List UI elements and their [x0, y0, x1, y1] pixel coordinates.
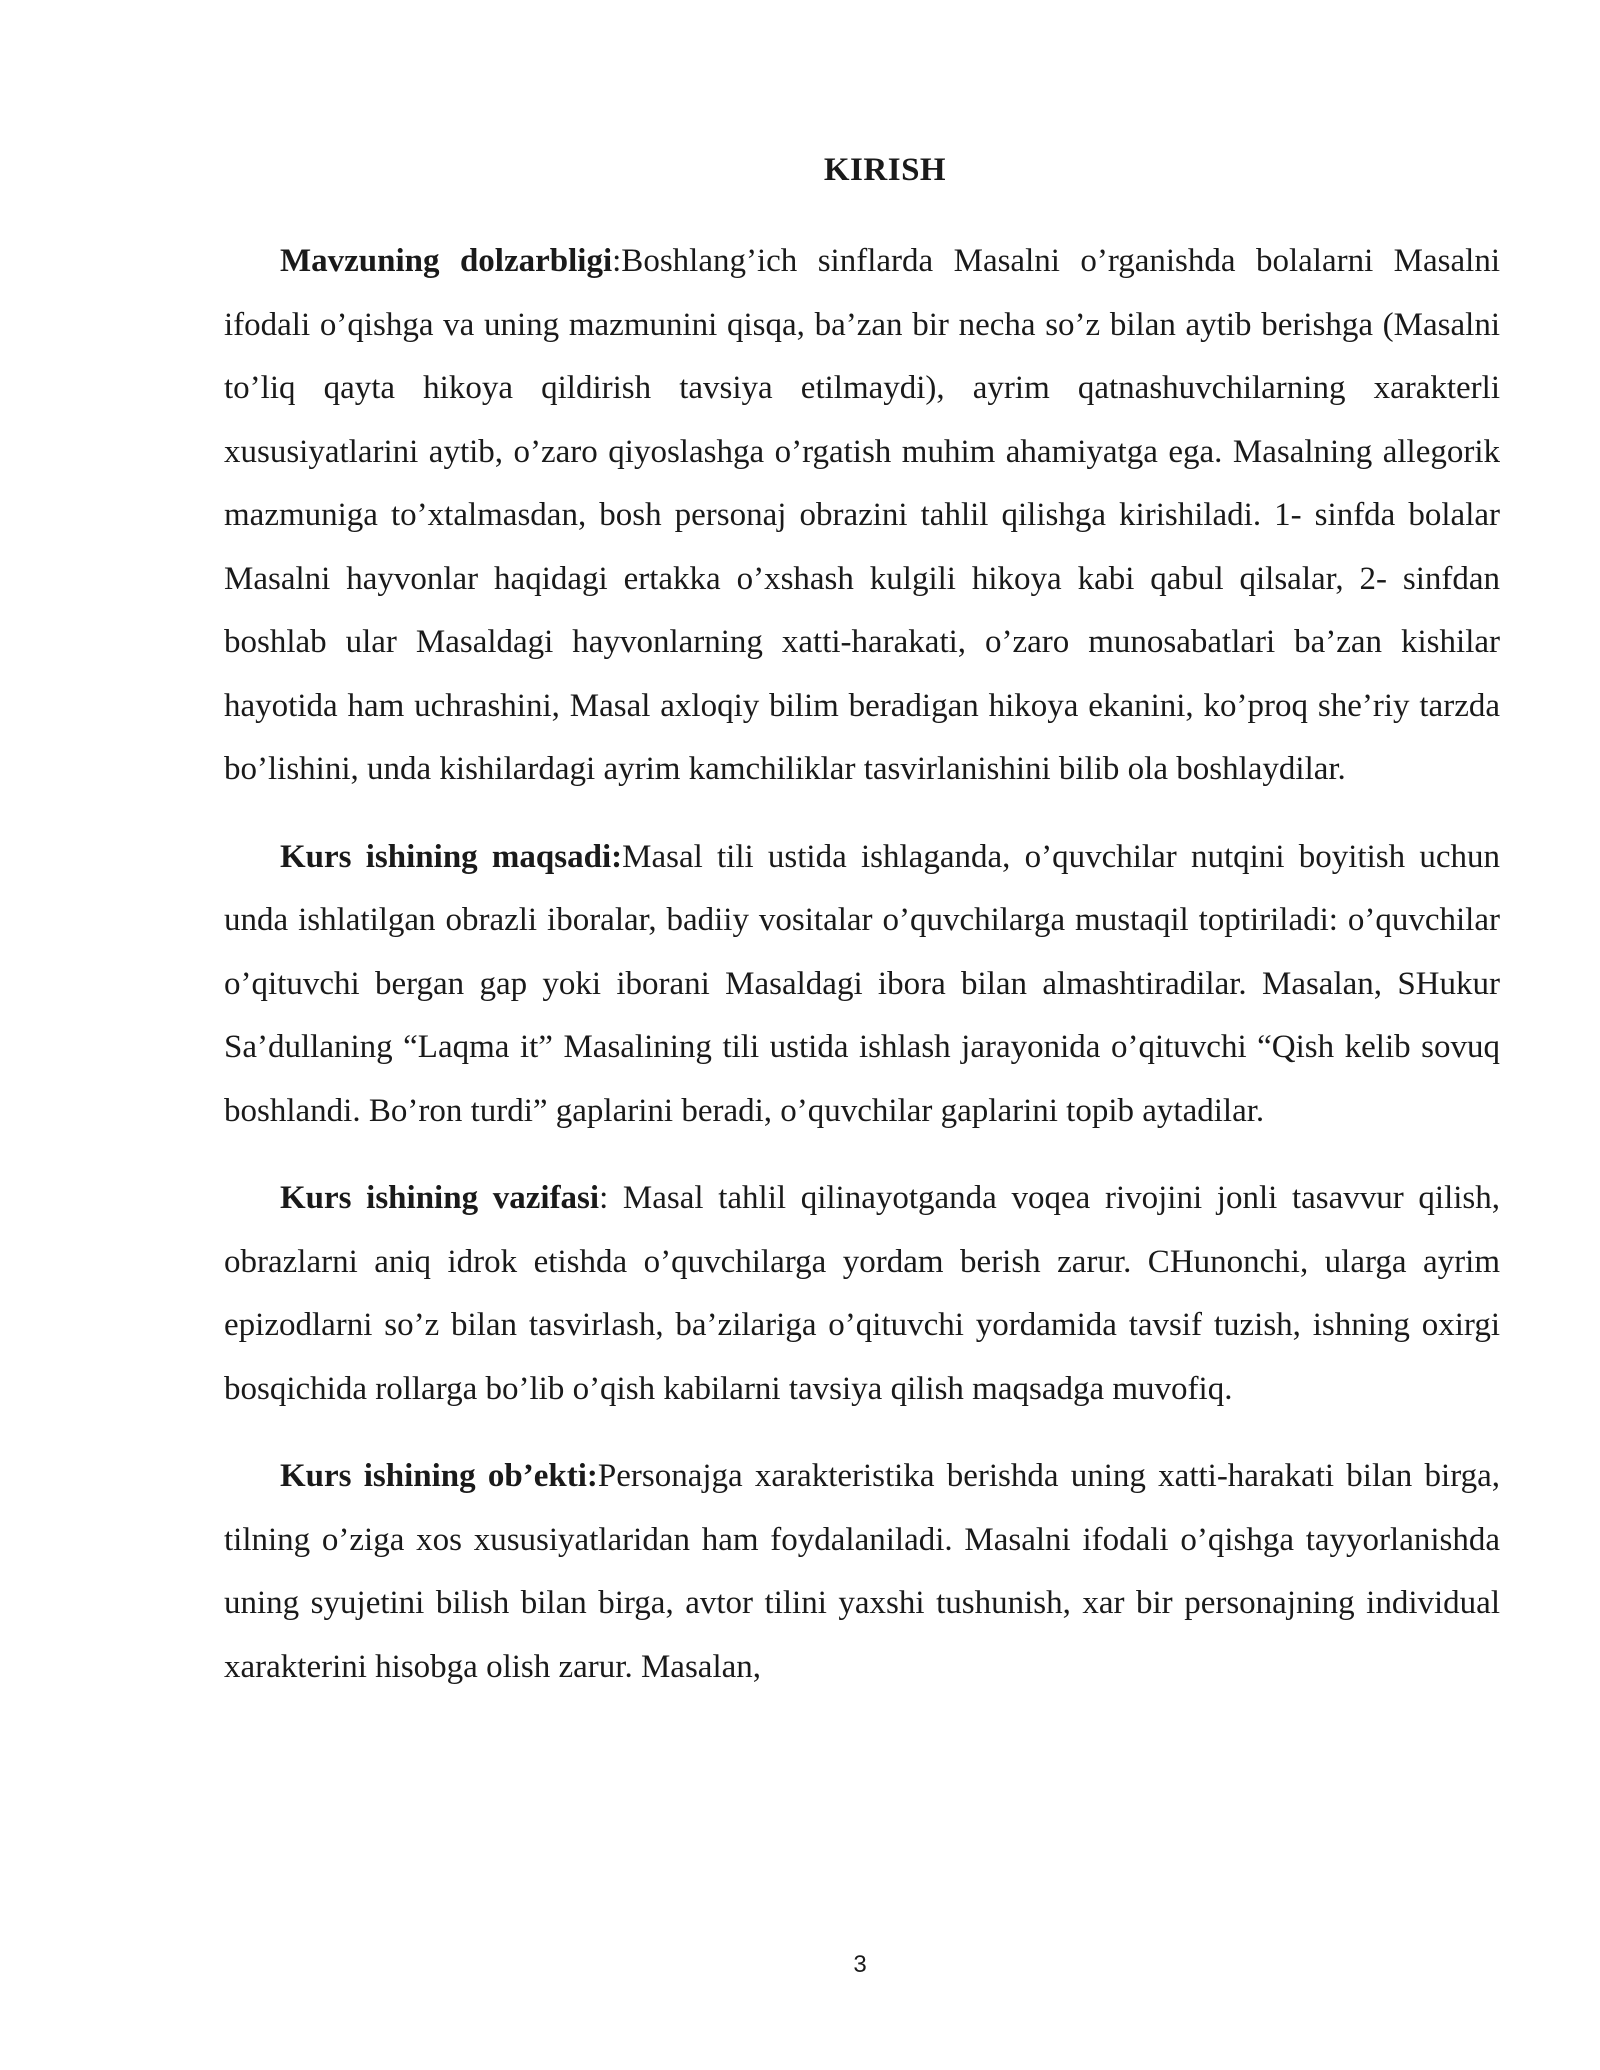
paragraph-relevance — [224, 230, 1500, 802]
paragraph-text: :Boshlang’ich sinflarda Masalni o’rganishda bolalarni Masalni ifodali o’qishga va uning mazmunini qisqa, ba’zan bir necha so’z bilan aytib berishga (Masalni to’liq qayta hikoya qildirish tavsiya etilmaydi), ayrim qatnashuvchilarning xarakterli xususiyatlarini aytib, o’zaro qiyoslashga o’rgatish muhim ahamiyatga ega. Masalning allegorik mazmuniga to’xtalmasdan, bosh personaj obrazini tahlil qilishga kirishiladi. 1- sinfda bolalar Masalni hayvonlar haqidagi ertakka o’xshash kulgili hikoya kabi qabul qilsalar, 2- sinfdan boshlab ular Masaldagi hayvonlarning xatti-harakati, o’zaro munosabatlari ba’zan kishilar hayotida ham uchrashini, Masal axloqiy bilim beradigan hikoya ekanini, ko’proq she’riy tarzda bo’lishini, unda kishilardagi ayrim kamchiliklar tasvirlanishini bilib ola boshlaydilar. — [224, 243, 1501, 787]
page-number: 3 — [853, 1951, 867, 1978]
paragraph-lead: Mavzuning dolzarbligi — [280, 243, 613, 279]
paragraph-object — [224, 1445, 1500, 1699]
paragraph-lead: Kurs ishining vazifasi — [280, 1180, 600, 1216]
section-title: KIRISH — [823, 152, 947, 188]
paragraph-text: Masal tili ustida ishlaganda, o’quvchilar nutqini boyitish uchun unda ishlatilgan obrazli iboralar, badiiy vositalar o’quvchilarga mustaqil toptiriladi: o’quvchilar o’qituvchi bergan gap yoki iborani Masaldagi ibora bilan almashtiradilar. Masalan, SHukur Sa’dullaning “Laqma it” Masalining tili ustida ishlash jarayonida o’qituvchi “Qish kelib sovuq boshlandi. Bo’ron turdi” gaplarini beradi, o’quvchilar gaplarini topib aytadilar. — [224, 838, 1500, 1129]
paragraph-lead: Kurs ishining ob’ekti: — [280, 1458, 598, 1494]
paragraph-tasks — [224, 1167, 1500, 1421]
paragraph-goal — [224, 826, 1500, 1144]
paragraph-text: Personajga xarakteristika berishda uning xatti-harakati bilan birga, tilning o’ziga xos xususiyatlaridan ham foydalaniladi. Masalni ifodali o’qishga tayyorlanishda uning syujetini bilish bilan birga, avtor tilini yaxshi tushunish, xar bir personajning individual xarakterini hisobga olish zarur. Masalan, — [224, 1458, 1500, 1685]
paragraph-text: : Masal tahlil qilinayotganda voqea rivojini jonli tasavvur qilish, obrazlarni aniq idrok etishda o’quvchilarga yordam berish zarur. CHunonchi, ularga ayrim epizodlarni so’z bilan tasvirlash, ba’zilariga o’qituvchi yordamida tavsif tuzish, ishning oxirgi bosqichida rollarga bo’lib o’qish kabilarni tavsiya qilish maqsadga muvofiq. — [224, 1180, 1501, 1407]
body-text — [224, 230, 1500, 1723]
paragraph-lead: Kurs ishining maqsadi: — [280, 838, 623, 875]
